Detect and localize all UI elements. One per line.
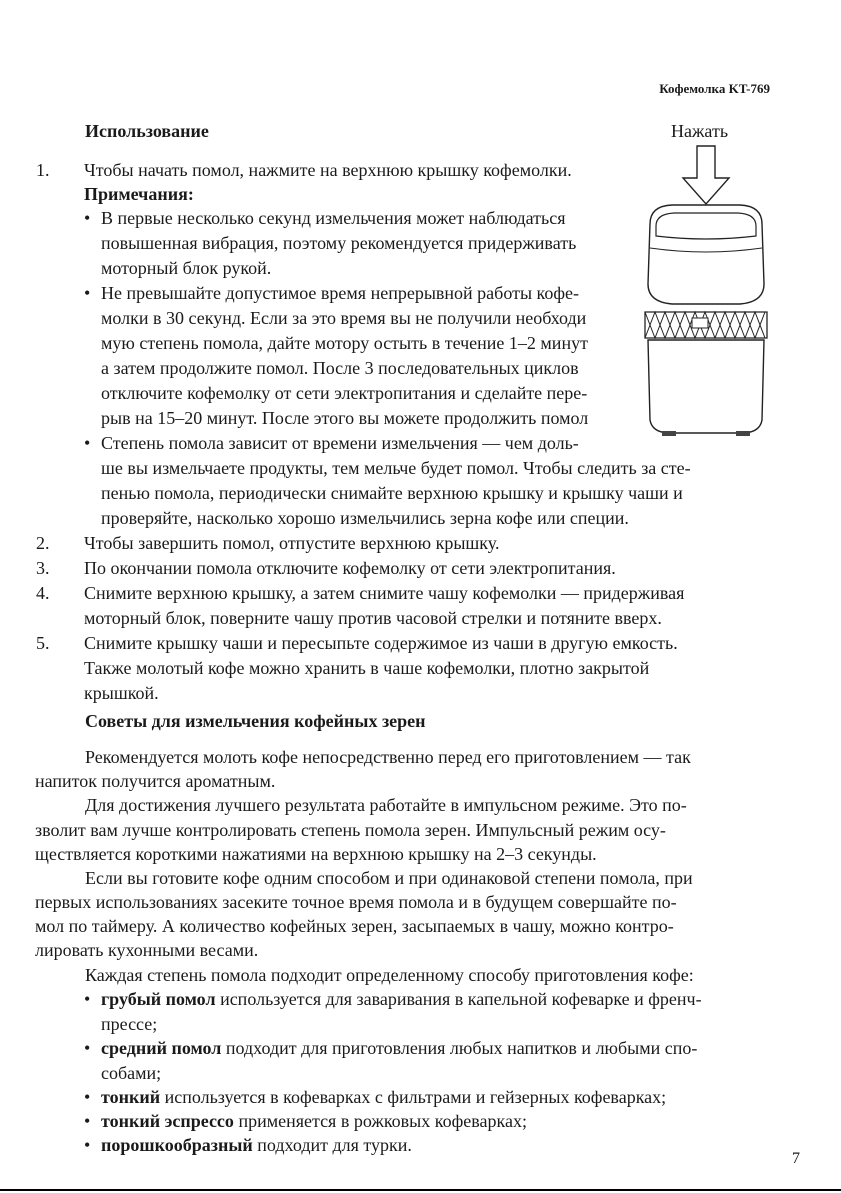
notes-heading: Примечания: <box>84 184 194 204</box>
text-line: мую степень помола, дайте мотору остыть в течение 1–2 минут <box>101 333 588 353</box>
bullet-marker: • <box>84 1038 91 1058</box>
bullet-marker: • <box>84 283 91 303</box>
list-marker: 3. <box>36 558 50 578</box>
text-line: Также молотый кофе можно хранить в чаше кофемолки, плотно закрытой <box>84 658 650 678</box>
text-line: рыв на 15–20 минут. После этого вы можете продолжить помол <box>101 408 589 428</box>
grind-term: средний помол <box>101 1038 222 1058</box>
text-line: прессе; <box>101 1014 158 1034</box>
press-label: Нажать <box>671 121 729 141</box>
text-line: моторный блок, поверните чашу против часовой стрелки и потяните вверх. <box>84 608 662 628</box>
paragraph-line: Для достижения лучшего результата работайте в импульсном режиме. Это по- <box>85 795 687 815</box>
text-line: моторный блок рукой. <box>101 258 272 278</box>
bullet-marker: • <box>84 1111 91 1131</box>
paragraph-line: лировать кухонными весами. <box>35 940 259 960</box>
bullet-marker: • <box>84 1087 91 1107</box>
grind-term: грубый помол <box>101 989 216 1009</box>
tips-title: Советы для измельчения кофейных зерен <box>85 711 426 731</box>
bullet-marker: • <box>84 208 91 228</box>
coffee-grinder-illustration <box>636 144 768 440</box>
press-arrow-icon <box>683 146 729 204</box>
bottom-rule <box>0 1189 841 1191</box>
grind-term: порошкообразный <box>101 1135 253 1155</box>
list-marker: 2. <box>36 533 50 553</box>
paragraph-line: первых использованиях засеките точное время помола и в будущем совершайте по- <box>35 892 677 912</box>
text-line: повышенная вибрация, поэтому рекомендуется придерживать <box>101 233 577 253</box>
grind-term: тонкий эспрессо <box>101 1111 234 1131</box>
text-line: молки в 30 секунд. Если за это время вы не получили необходи <box>101 308 587 328</box>
usage-title: Использование <box>85 121 209 141</box>
text-line: собами; <box>101 1063 162 1083</box>
paragraph-line: напиток получится ароматным. <box>35 771 276 791</box>
list-marker: 4. <box>36 583 50 603</box>
bullet-marker: • <box>84 989 91 1009</box>
bullet-marker: • <box>84 433 91 453</box>
paragraph-line: Каждая степень помола подходит определенному способу приготовления кофе: <box>85 965 694 985</box>
list-marker: 1. <box>36 160 50 180</box>
text-line: а затем продолжите помол. После 3 последовательных циклов <box>101 358 579 378</box>
text-line: ше вы измельчаете продукты, тем мельче будет помол. Чтобы следить за сте- <box>101 458 691 478</box>
page-number: 7 <box>792 1150 800 1167</box>
paragraph-line: ществляется короткими нажатиями на верхнюю крышку на 2–3 секунды. <box>35 844 597 864</box>
paragraph-line: Рекомендуется молоть кофе непосредственно перед его приготовлением — так <box>85 747 691 767</box>
bullet-marker: • <box>84 1135 91 1155</box>
header-model: Кофемолка KT-769 <box>659 81 770 96</box>
text-line: отключите кофемолку от сети электропитания и сделайте пере- <box>101 383 588 403</box>
text-line: проверяйте, насколько хорошо измельчились зерна кофе или специи. <box>101 508 629 528</box>
text-line: пенью помола, периодически снимайте верхнюю крышку и крышку чаши и <box>101 483 683 503</box>
text-line: крышкой. <box>84 683 159 703</box>
paragraph-line: зволит вам лучше контролировать степень помола зерен. Импульсный режим осу- <box>35 820 666 840</box>
grind-term: тонкий <box>101 1087 161 1107</box>
list-marker: 5. <box>36 633 50 653</box>
paragraph-line: Если вы готовите кофе одним способом и при одинаковой степени помола, при <box>85 868 693 888</box>
paragraph-line: мол по таймеру. А количество кофейных зерен, засыпаемых в чашу, можно контро- <box>35 916 674 936</box>
